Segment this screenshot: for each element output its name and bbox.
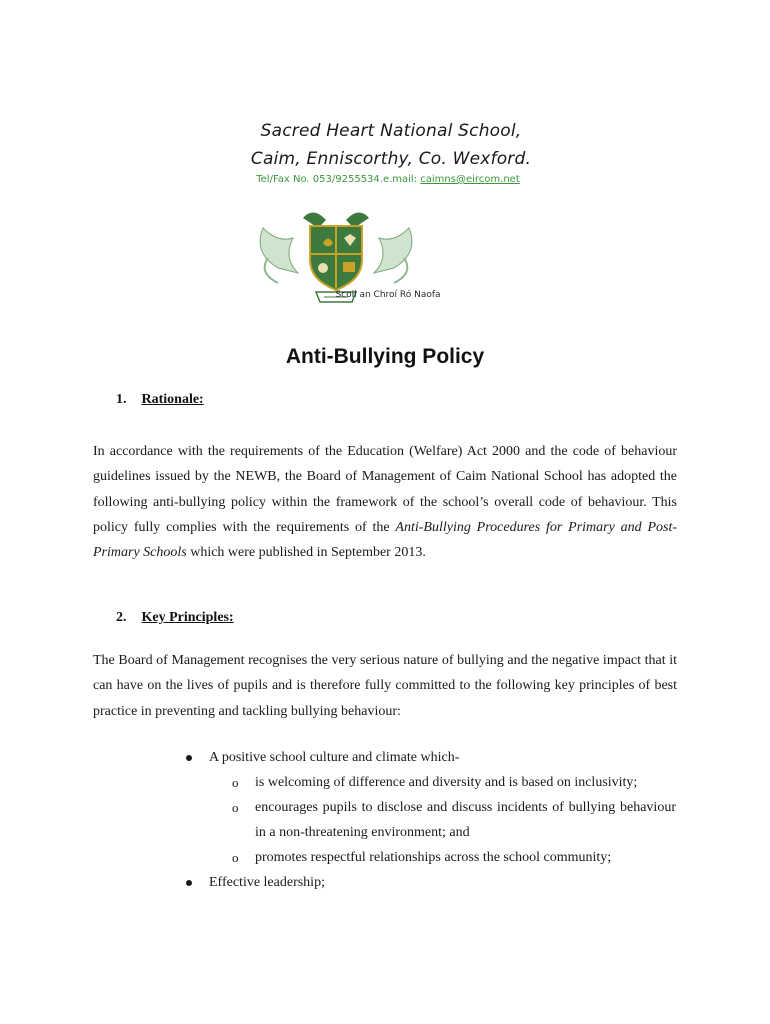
- contact-prefix: Tel/Fax No. 053/9255534.e.mail:: [256, 174, 418, 185]
- circle-bullet-icon: o: [232, 850, 239, 865]
- circle-bullet-icon: o: [232, 775, 239, 790]
- list-item-text: A positive school culture and climate which-: [209, 750, 460, 765]
- sub-list-item: [232, 795, 676, 845]
- contact-line: [0, 174, 770, 185]
- section-number: 2.: [116, 610, 127, 625]
- section-heading-rationale: [116, 392, 204, 408]
- school-address-line: Caim, Enniscorthy, Co. Wexford.: [250, 149, 532, 169]
- paragraph-text-end: which were published in September 2013.: [186, 545, 426, 561]
- sub-item-text: is welcoming of difference and diversity and is based on inclusivity;: [255, 775, 638, 790]
- paragraph-text: In accordance with the requirements of the Education (Welfare) Act 2000 and the code of behaviour guidelines issued by the NEWB, the Board of Management of Caim National School has adopted the following anti-bullying policy within the framework of the school’s overall code of behaviour. This policy fully complies with the requirements of the: [93, 444, 677, 535]
- circle-bullet-icon: o: [232, 800, 239, 815]
- school-name-line: Sacred Heart National School,: [260, 121, 522, 141]
- list-item: [186, 870, 676, 895]
- rationale-paragraph: [93, 439, 677, 565]
- sub-item-text: encourages pupils to disclose and discuss incidents of bullying behaviour in a non-threatening environment; and: [255, 800, 676, 840]
- sub-list-item: [232, 845, 676, 870]
- email-link[interactable]: caimns@eircom.net: [420, 174, 520, 185]
- section-number: 1.: [116, 392, 127, 407]
- bullet-dot: [186, 880, 192, 886]
- paragraph-italic-title: Anti-Bullying Procedures for Primary and Post-Primary Schools: [93, 519, 677, 561]
- sub-list: [232, 770, 676, 870]
- crest-motto: Scoil an Chroí Ró Naofa: [335, 290, 441, 300]
- list-item: [186, 745, 676, 770]
- bullet-dot: [186, 755, 192, 761]
- sub-item-text: promotes respectful relationships across the school community;: [255, 850, 612, 865]
- principles-list: [186, 745, 676, 895]
- key-principles-paragraph: The Board of Management recognises the very serious nature of bullying and the negative impact that it can have on the lives of pupils and is therefore fully committed to the following key principles of best practice in preventing and tackling bullying behaviour:: [93, 653, 677, 719]
- section-title: Key Principles:: [141, 610, 234, 625]
- section-heading-key-principles: [116, 610, 234, 626]
- list-item-text: Effective leadership;: [209, 875, 325, 890]
- sub-list-item: [232, 770, 676, 795]
- document-title: Anti-Bullying Policy: [285, 345, 485, 368]
- section-title: Rationale:: [141, 392, 204, 407]
